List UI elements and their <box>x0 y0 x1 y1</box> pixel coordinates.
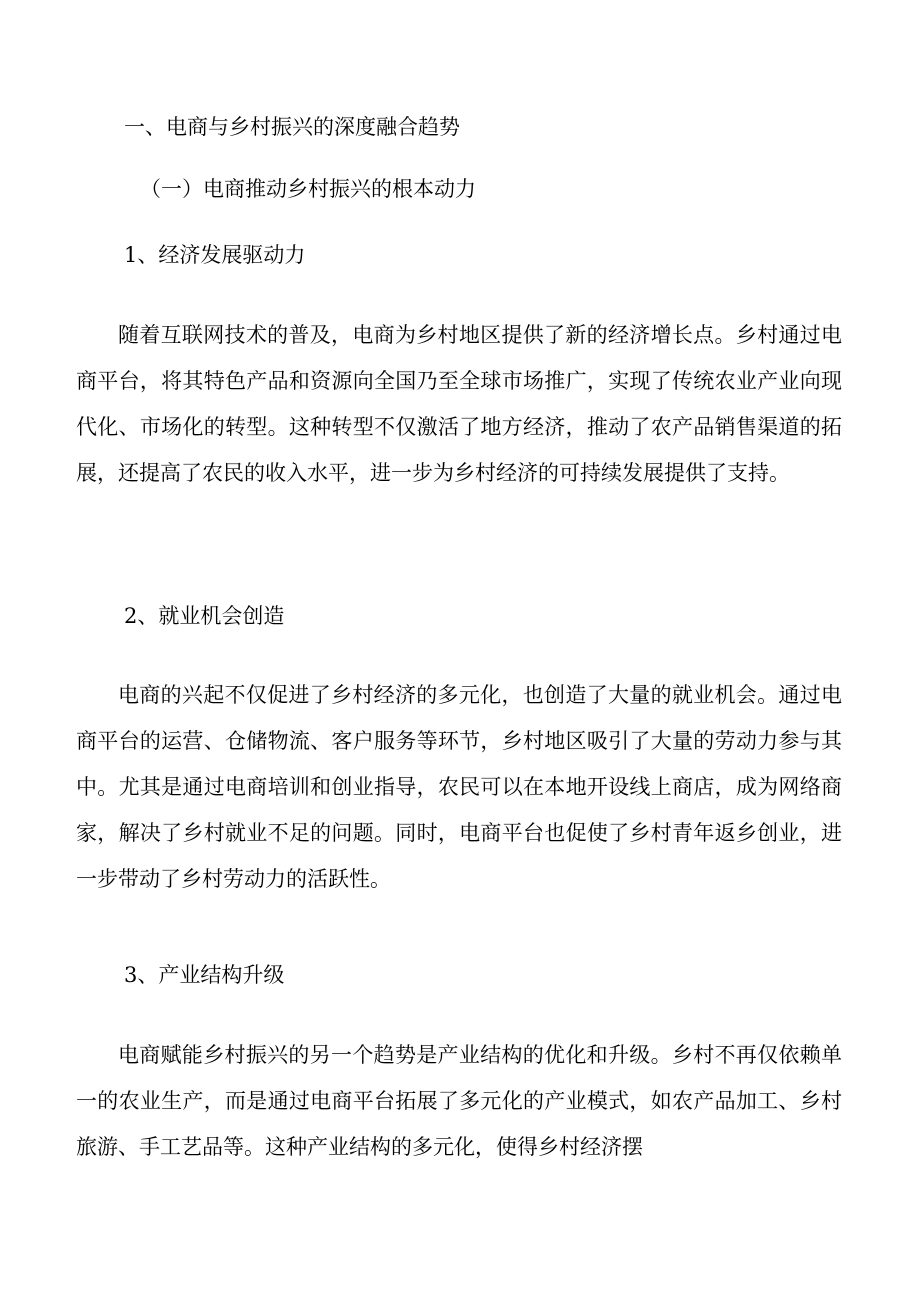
subsection-title: （一）电商推动乡村振兴的根本动力 <box>140 177 476 201</box>
paragraph-employment: 电商的兴起不仅促进了乡村经济的多元化，也创造了大量的就业机会。通过电商平台的运营、仓储物流、客户服务等环节，乡村地区吸引了大量的劳动力参与其中。尤其是通过电商培训和创业指导，农民可以在本地开设线上商店，成为网络商家，解决了乡村就业不足的问题。同时，电商平台也促使了乡村青年返乡创业，进一步带动了乡村劳动力的活跃性。 <box>76 683 842 891</box>
paragraph-economic-driver: 随着互联网技术的普及，电商为乡村地区提供了新的经济增长点。乡村通过电商平台，将其特色产品和资源向全国乃至全球市场推广，实现了传统农业产业向现代化、市场化的转型。这种转型不仅激活了地方经济，推动了农产品销售渠道的拓展，还提高了农民的收入水平，进一步为乡村经济的可持续发展提供了支持。 <box>76 323 842 485</box>
paragraph-industry-upgrade: 电商赋能乡村振兴的另一个趋势是产业结构的优化和升级。乡村不再仅依赖单一的农业生产，而是通过电商平台拓展了多元化的产业模式，如农产品加工、乡村旅游、手工艺品等。这种产业结构的多元化，使得乡村经济摆 <box>76 1043 842 1159</box>
item-heading-employment: 2、就业机会创造 <box>124 604 285 628</box>
item-heading-economic-driver: 1、经济发展驱动力 <box>124 243 306 267</box>
item-heading-industry-upgrade: 3、产业结构升级 <box>124 963 285 987</box>
section-title: 一、电商与乡村振兴的深度融合趋势 <box>124 115 460 139</box>
